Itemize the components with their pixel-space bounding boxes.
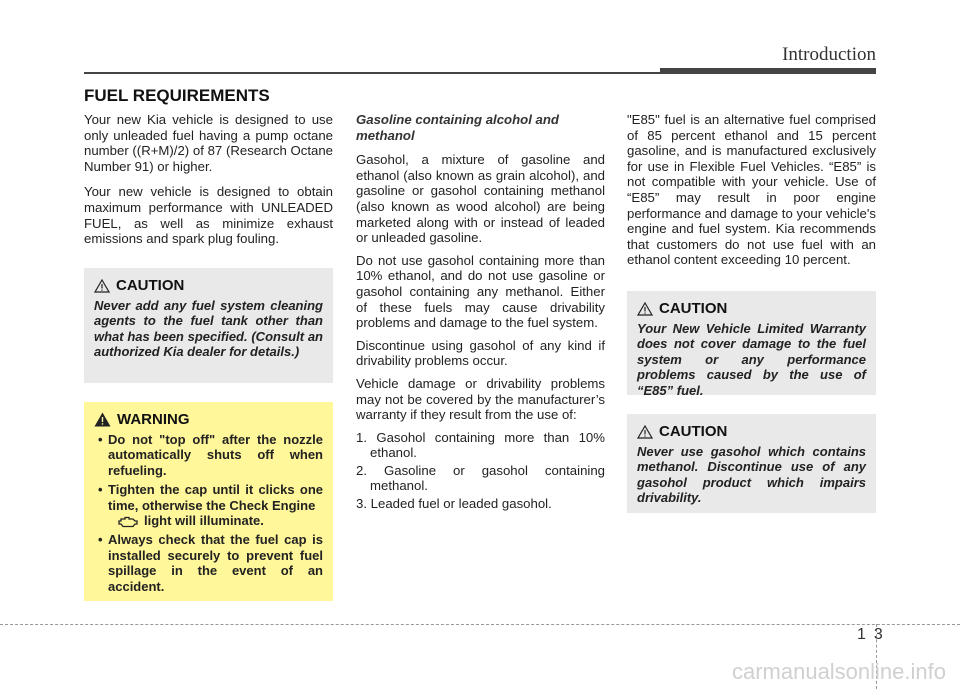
page-number: [857, 626, 883, 644]
paragraph: Do not use gasohol containing more than 10% ethanol, and do not use gasoline or gasohol containing any methanol. Either of these fuels may cause drivability problems and damage to the fuel system.: [356, 252, 605, 331]
paragraph: Gasohol, a mixture of gasoline and ethanol (also known as grain alcohol), and gasoline or gasohol containing methanol (also known as wood alcohol) are being marketed along with or instead of leaded or unleaded gasoline.: [356, 152, 605, 246]
warning-item: • Do not "top off" after the nozzle automatically shuts off when refueling.: [98, 432, 323, 478]
engine-line: light will illuminate.: [108, 513, 323, 528]
caution-heading: [637, 423, 866, 440]
warning-list: [94, 432, 323, 594]
list-item: 2. Gasoline or gasohol containing methanol.: [356, 462, 605, 494]
column-2: [356, 112, 605, 514]
caution-title: CAUTION: [116, 277, 185, 294]
paragraph: Your new vehicle is designed to obtain maximum performance with UNLEADED FUEL, as well as minimize exhaust emissions and spark plug fouling.: [84, 184, 333, 247]
caution-triangle-icon: [637, 425, 653, 439]
warning-item: • Always check that the fuel cap is installed securely to prevent fuel spillage in the event of an accident.: [98, 532, 323, 594]
check-engine-icon: [118, 516, 138, 528]
caution-box: [627, 291, 876, 398]
header-rule-thick: [660, 68, 876, 74]
paragraph: "E85" fuel is an alternative fuel comprised of 85 percent ethanol and 15 percent gasoline, and is manufactured exclusively for use in Flexible Fuel Vehicles. “E85” is not compatible with your vehicle. Use of “E85” may result in poor engine performance and damage to your vehicle's engine and fuel system. Kia recommends that customers do not use fuel with an ethanol content exceeding 10 percent.: [627, 112, 876, 268]
section-title: FUEL REQUIREMENTS: [84, 86, 270, 105]
chapter-number: 1: [857, 626, 866, 643]
warning-triangle-icon: [94, 412, 111, 427]
warning-title: WARNING: [117, 411, 190, 428]
list-item: 1. Gasohol containing more than 10% ethanol.: [356, 429, 605, 461]
caution-triangle-icon: [94, 279, 110, 293]
caution-heading: [637, 300, 866, 317]
caution-title: CAUTION: [659, 300, 728, 317]
column-3: [627, 112, 876, 275]
header-title: Introduction: [782, 44, 876, 65]
page-number-value: 3: [873, 626, 883, 643]
column-1: [84, 112, 333, 254]
watermark: carmanualsonline.info: [731, 659, 946, 684]
caution-text: Your New Vehicle Limited Warranty does not cover damage to the fuel system or any performance problems caused by the use of “E85” fuel.: [637, 321, 866, 398]
warning-heading: [94, 411, 323, 428]
caution-box: [84, 268, 333, 383]
caution-box: [627, 414, 876, 513]
footer-rule: [0, 624, 960, 625]
subheading: Gasoline containing alcohol and methanol: [356, 112, 559, 143]
caution-text: Never use gasohol which contains methanol. Discontinue use of any gasohol product which impairs drivability.: [637, 444, 866, 506]
paragraph: Your new Kia vehicle is designed to use only unleaded fuel having a pump octane number ((R+M)/2) of 87 (Research Octane Number 91) or higher.: [84, 112, 333, 174]
caution-triangle-icon: [637, 302, 653, 316]
caution-text: Never add any fuel system cleaning agents to the fuel tank other than what has been specified. (Consult an authorized Kia dealer for details.): [94, 298, 323, 360]
caution-heading: [94, 277, 323, 294]
warning-item: • Tighten the cap until it clicks one time, otherwise the Check Engine light will illuminate.: [98, 482, 323, 529]
warning-box: [84, 402, 333, 601]
caution-title: CAUTION: [659, 423, 728, 440]
list-item: 3. Leaded fuel or leaded gasohol.: [356, 496, 552, 512]
paragraph: Vehicle damage or drivability problems may not be covered by the manufacturer’s warranty if they result from the use of:: [356, 375, 605, 423]
paragraph: Discontinue using gasohol of any kind if drivability problems occur.: [356, 337, 605, 369]
